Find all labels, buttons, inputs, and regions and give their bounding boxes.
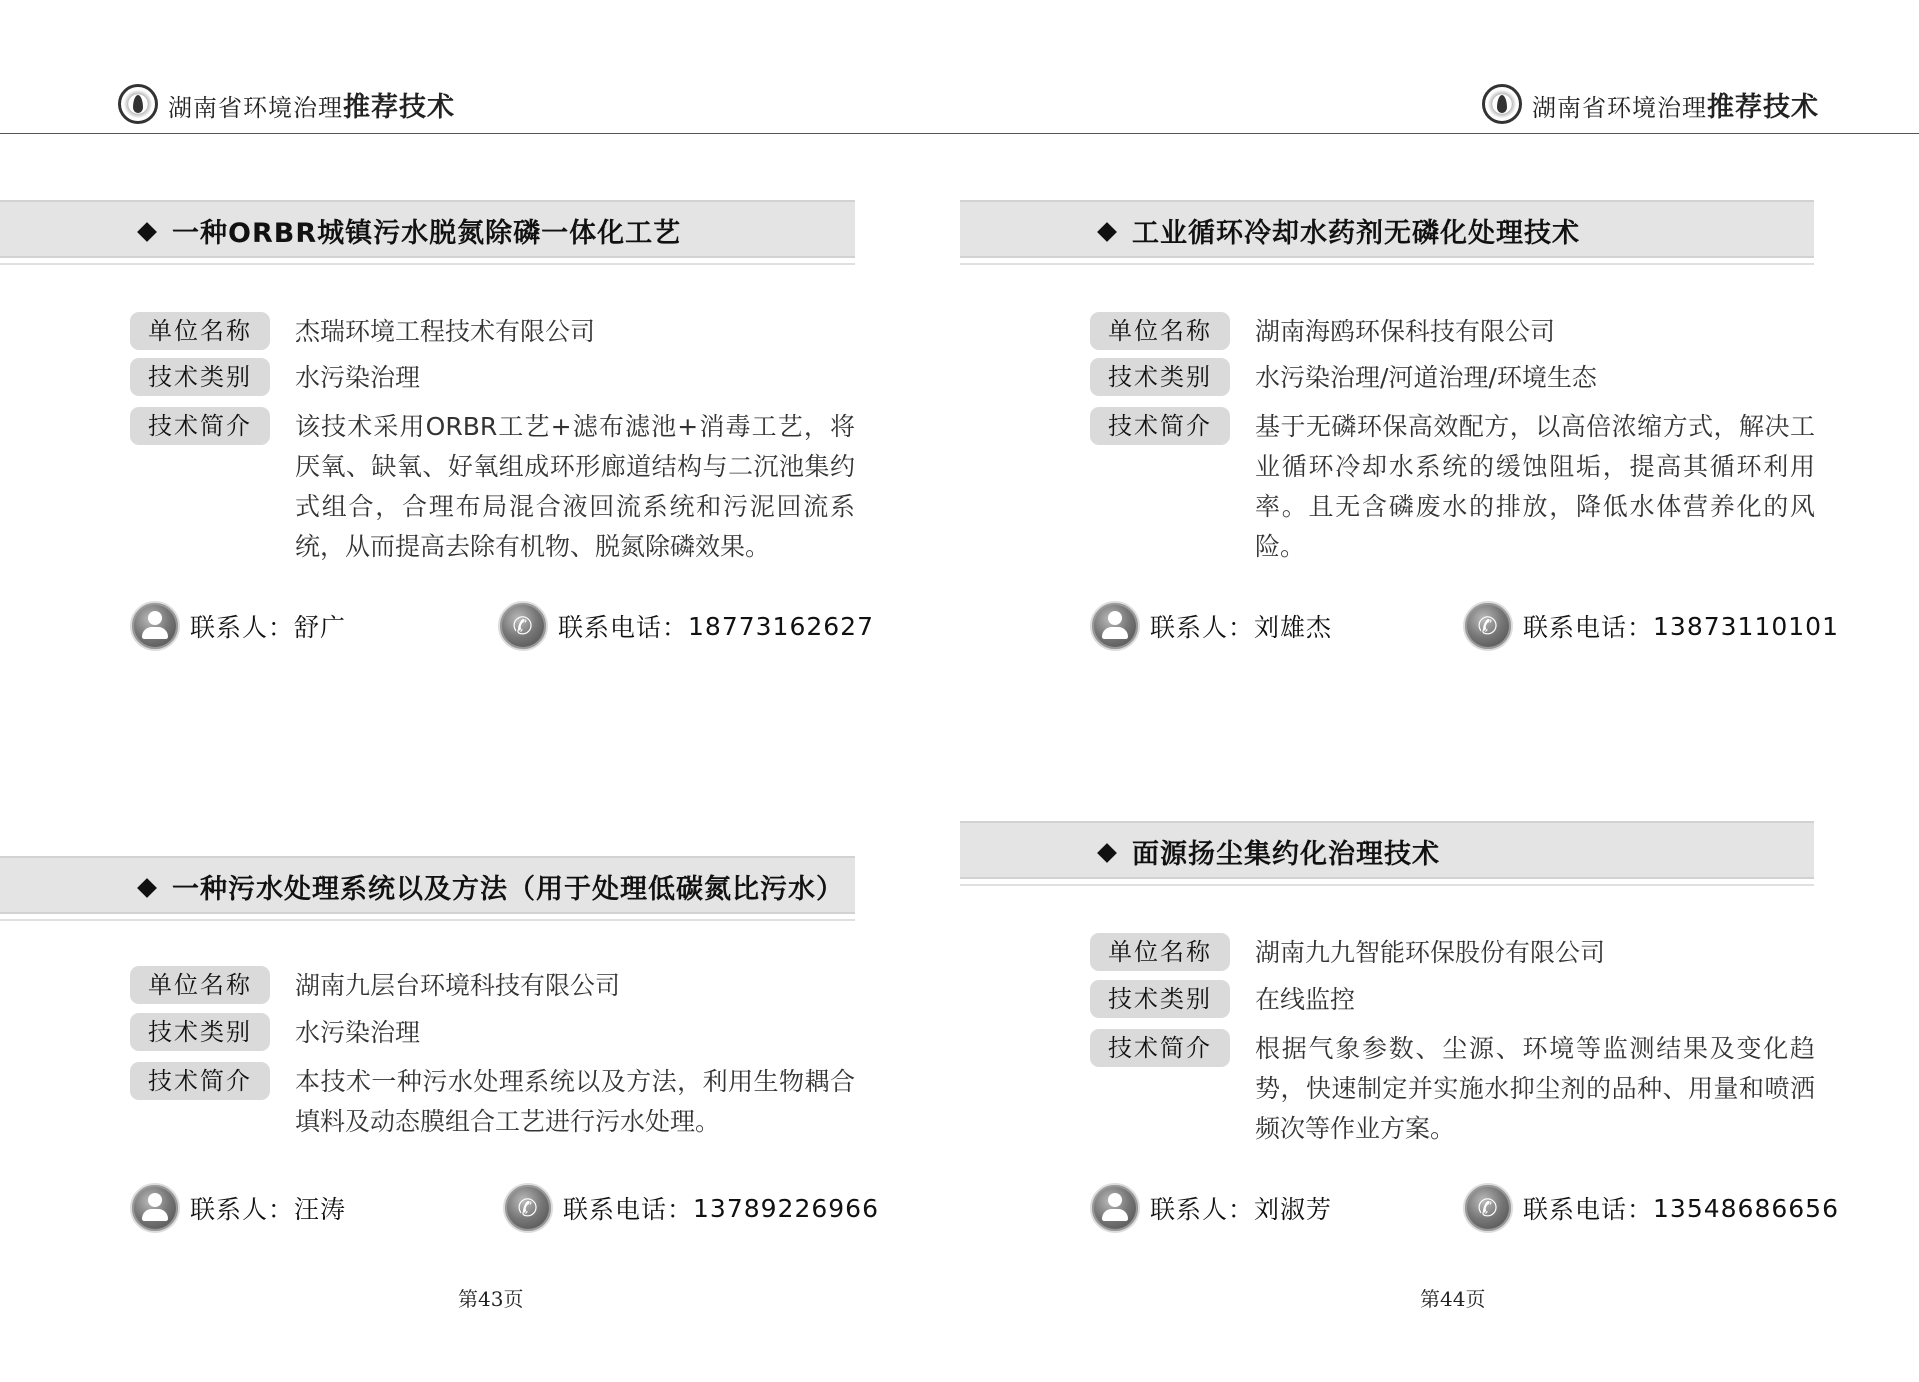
diamond-bullet-icon: [1097, 843, 1117, 863]
phone-number: 13789226966: [693, 1193, 879, 1223]
intro-text: 该技术采用ORBR工艺+滤布滤池+消毒工艺，将厌氧、缺氧、好氧组成环形廊道结构与二沉池集约式组合，合理布局混合液回流系统和污泥回流系统，从而提高去除有机物、脱氮除磷效果。: [295, 412, 855, 561]
unit-value: 湖南九层台环境科技有限公司: [295, 971, 621, 1000]
unit-value: 杰瑞环境工程技术有限公司: [295, 317, 596, 346]
unit-row: [130, 966, 620, 1006]
person-icon: [1090, 1183, 1140, 1233]
intro-label: 技术简介: [130, 1062, 270, 1100]
header-rule: [960, 133, 1919, 134]
unit-label: 单位名称: [130, 966, 270, 1004]
contact-label: 联系人：: [1150, 1195, 1255, 1224]
phone-icon: [503, 1183, 553, 1233]
category-row: [130, 358, 420, 398]
category-label: 技术类别: [130, 1013, 270, 1051]
card-title: 一种污水处理系统以及方法（用于处理低碳氮比污水）: [140, 867, 844, 906]
unit-label: 单位名称: [1090, 312, 1230, 350]
contact-label: 联系人：: [190, 613, 295, 642]
org-logo-icon: [118, 84, 158, 124]
contact-phone: [498, 601, 874, 651]
person-icon: [1090, 601, 1140, 651]
category-label: 技术类别: [1090, 358, 1230, 396]
contact-person: [1090, 601, 1332, 651]
contact-person: [130, 601, 346, 651]
unit-row: [1090, 933, 1605, 973]
category-value: 水污染治理/河道治理/环境生态: [1255, 363, 1597, 392]
intro-text: 本技术一种污水处理系统以及方法，利用生物耦合填料及动态膜组合工艺进行污水处理。: [295, 1067, 855, 1136]
phone-number: 13873110101: [1653, 611, 1839, 641]
diamond-bullet-icon: [137, 222, 157, 242]
category-label: 技术类别: [1090, 980, 1230, 1018]
unit-label: 单位名称: [1090, 933, 1230, 971]
contact-person: [130, 1183, 346, 1233]
header-title: 湖南省环境治理推荐技术: [168, 91, 455, 123]
contact-phone: [1463, 1183, 1839, 1233]
unit-value: 湖南九九智能环保股份有限公司: [1255, 938, 1606, 967]
intro-row: [1090, 1029, 1815, 1149]
page-header: [1482, 84, 1819, 124]
phone-label: 联系电话：: [558, 613, 689, 642]
phone-label: 联系电话：: [563, 1195, 694, 1224]
intro-label: 技术简介: [1090, 1029, 1230, 1067]
contact-label: 联系人：: [1150, 613, 1255, 642]
phone-number: 18773162627: [688, 611, 874, 641]
intro-row: [130, 407, 855, 567]
org-logo-icon: [1482, 84, 1522, 124]
contact-name: 刘淑芳: [1254, 1195, 1333, 1224]
category-label: 技术类别: [130, 358, 270, 396]
category-row: [1090, 980, 1355, 1020]
header-title: 湖南省环境治理推荐技术: [1532, 91, 1819, 123]
unit-row: [1090, 312, 1555, 352]
phone-icon: [498, 601, 548, 651]
card-title: 面源扬尘集约化治理技术: [1100, 832, 1440, 871]
intro-row: [1090, 407, 1815, 567]
unit-row: [130, 312, 595, 352]
intro-label: 技术简介: [1090, 407, 1230, 445]
card-title: 工业循环冷却水药剂无磷化处理技术: [1100, 211, 1580, 250]
phone-icon: [1463, 1183, 1513, 1233]
diamond-bullet-icon: [137, 878, 157, 898]
contact-name: 刘雄杰: [1254, 613, 1333, 642]
phone-icon: [1463, 601, 1513, 651]
intro-text: 根据气象参数、尘源、环境等监测结果及变化趋势，快速制定并实施水抑尘剂的品种、用量和喷洒频次等作业方案。: [1255, 1034, 1815, 1143]
right-page: [960, 0, 1919, 1382]
page-number: 第44页: [1420, 1287, 1486, 1311]
contact-name: 汪涛: [294, 1195, 347, 1224]
card-title: 一种ORBR城镇污水脱氮除磷一体化工艺: [140, 211, 681, 250]
category-row: [1090, 358, 1597, 398]
category-value: 水污染治理: [295, 1018, 421, 1047]
person-icon: [130, 601, 180, 651]
phone-label: 联系电话：: [1523, 1195, 1654, 1224]
contact-phone: [503, 1183, 879, 1233]
contact-label: 联系人：: [190, 1195, 295, 1224]
unit-value: 湖南海鸥环保科技有限公司: [1255, 317, 1556, 346]
intro-label: 技术简介: [130, 407, 270, 445]
header-rule: [0, 133, 960, 134]
category-row: [130, 1013, 420, 1053]
contact-phone: [1463, 601, 1839, 651]
diamond-bullet-icon: [1097, 222, 1117, 242]
phone-number: 13548686656: [1653, 1193, 1839, 1223]
unit-label: 单位名称: [130, 312, 270, 350]
contact-name: 舒广: [294, 613, 347, 642]
person-icon: [130, 1183, 180, 1233]
page-header: [118, 84, 455, 124]
page-number: 第43页: [458, 1287, 524, 1311]
category-value: 在线监控: [1255, 985, 1356, 1014]
intro-row: [130, 1062, 855, 1142]
intro-text: 基于无磷环保高效配方，以高倍浓缩方式，解决工业循环冷却水系统的缓蚀阻垢，提高其循环利用率。且无含磷废水的排放，降低水体营养化的风险。: [1255, 412, 1815, 561]
phone-label: 联系电话：: [1523, 613, 1654, 642]
category-value: 水污染治理: [295, 363, 421, 392]
contact-person: [1090, 1183, 1332, 1233]
